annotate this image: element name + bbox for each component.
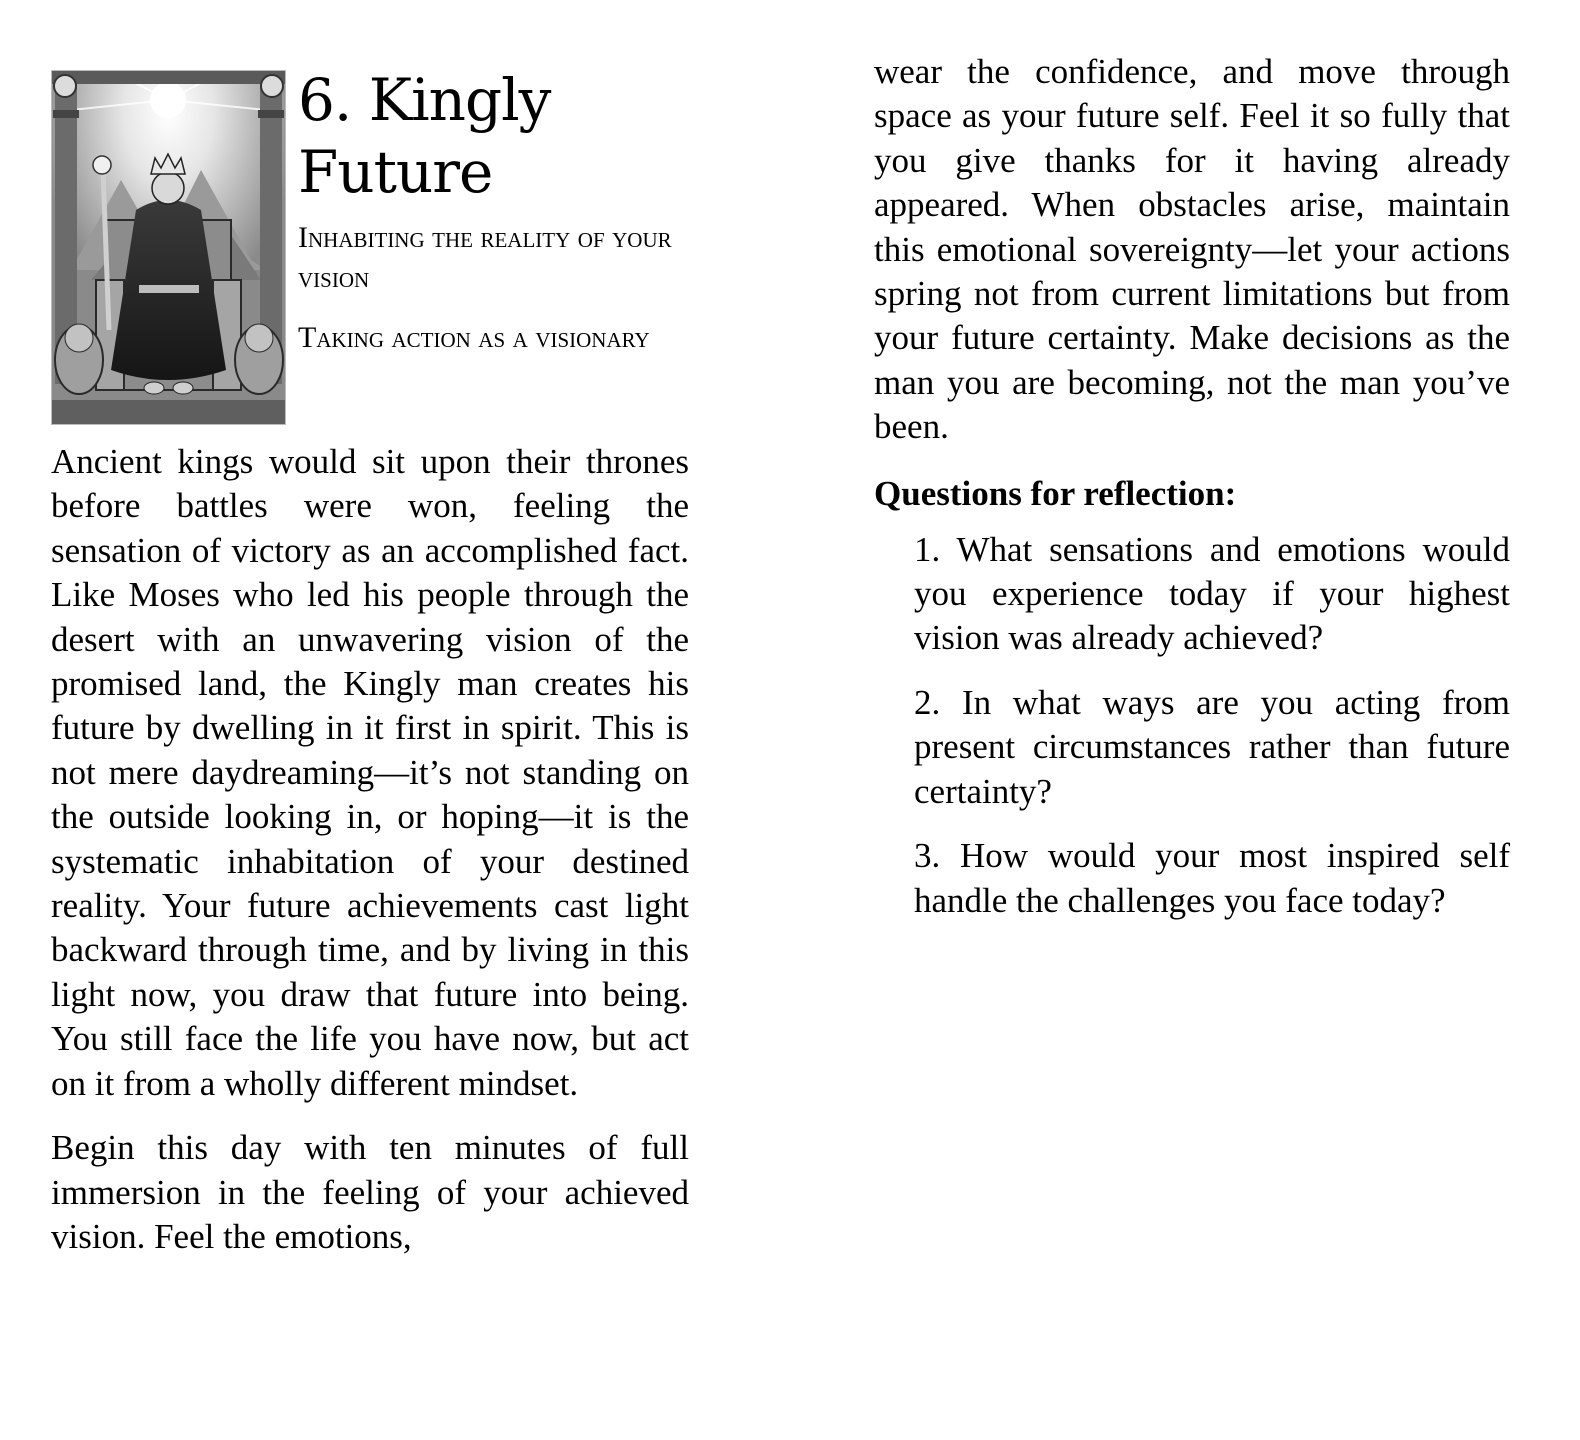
left-column xyxy=(51,64,689,1259)
reflection-heading: Questions for reflection: xyxy=(874,473,1237,513)
body-paragraph-1: Ancient kings would sit upon their thrones before battles were won, feeling the sensation of victory as an accomplished fact. Like Moses who led his people through the desert with an unwavering vision of the promised land, the Kingly man creates his future by dwelling in it first in spirit. This is not mere daydreaming—it’s not standing on the outside looking in, or hoping—it is the systematic inhabitation of your destined reality. Your future achievements cast light backward through time, and by living in this light now, you draw that future into being. You still face the life you have now, but act on it from a wholly different mindset. xyxy=(51,442,689,1103)
body-paragraph-2-continued: wear the confidence, and move through space as your future self. Feel it so fully that you give thanks for it having already appeared. When obstacles arise, maintain this emotional sovereignty—let your actions spring not from current limitations but from your future certainty. Make decisions as the man you are becoming, not the man you’ve been. xyxy=(874,52,1510,447)
reflection-question: 3. How would your most inspired self handle the challenges you face today? xyxy=(914,836,1510,920)
chapter-subtitle-2: Taking action as a visionary xyxy=(298,321,650,354)
reflection-question: 1. What sensations and emotions would you experience today if your highest vision was already achieved? xyxy=(914,529,1510,658)
chapter-header xyxy=(51,64,689,424)
reflection-question: 2. In what ways are you acting from present circumstances rather than future certainty? xyxy=(914,682,1510,811)
heading-block xyxy=(298,64,689,358)
king-on-throne-illustration xyxy=(51,70,286,425)
chapter-title: 6. Kingly Future xyxy=(298,66,551,206)
chapter-subtitle-1: Inhabiting the reality of your vision xyxy=(298,221,672,294)
body-paragraph-2-start: Begin this day with ten minutes of full immersion in the feeling of your achieved vision. Feel the emotions, xyxy=(51,1128,689,1256)
right-column xyxy=(874,50,1510,943)
reflection-question-list xyxy=(874,528,1510,923)
